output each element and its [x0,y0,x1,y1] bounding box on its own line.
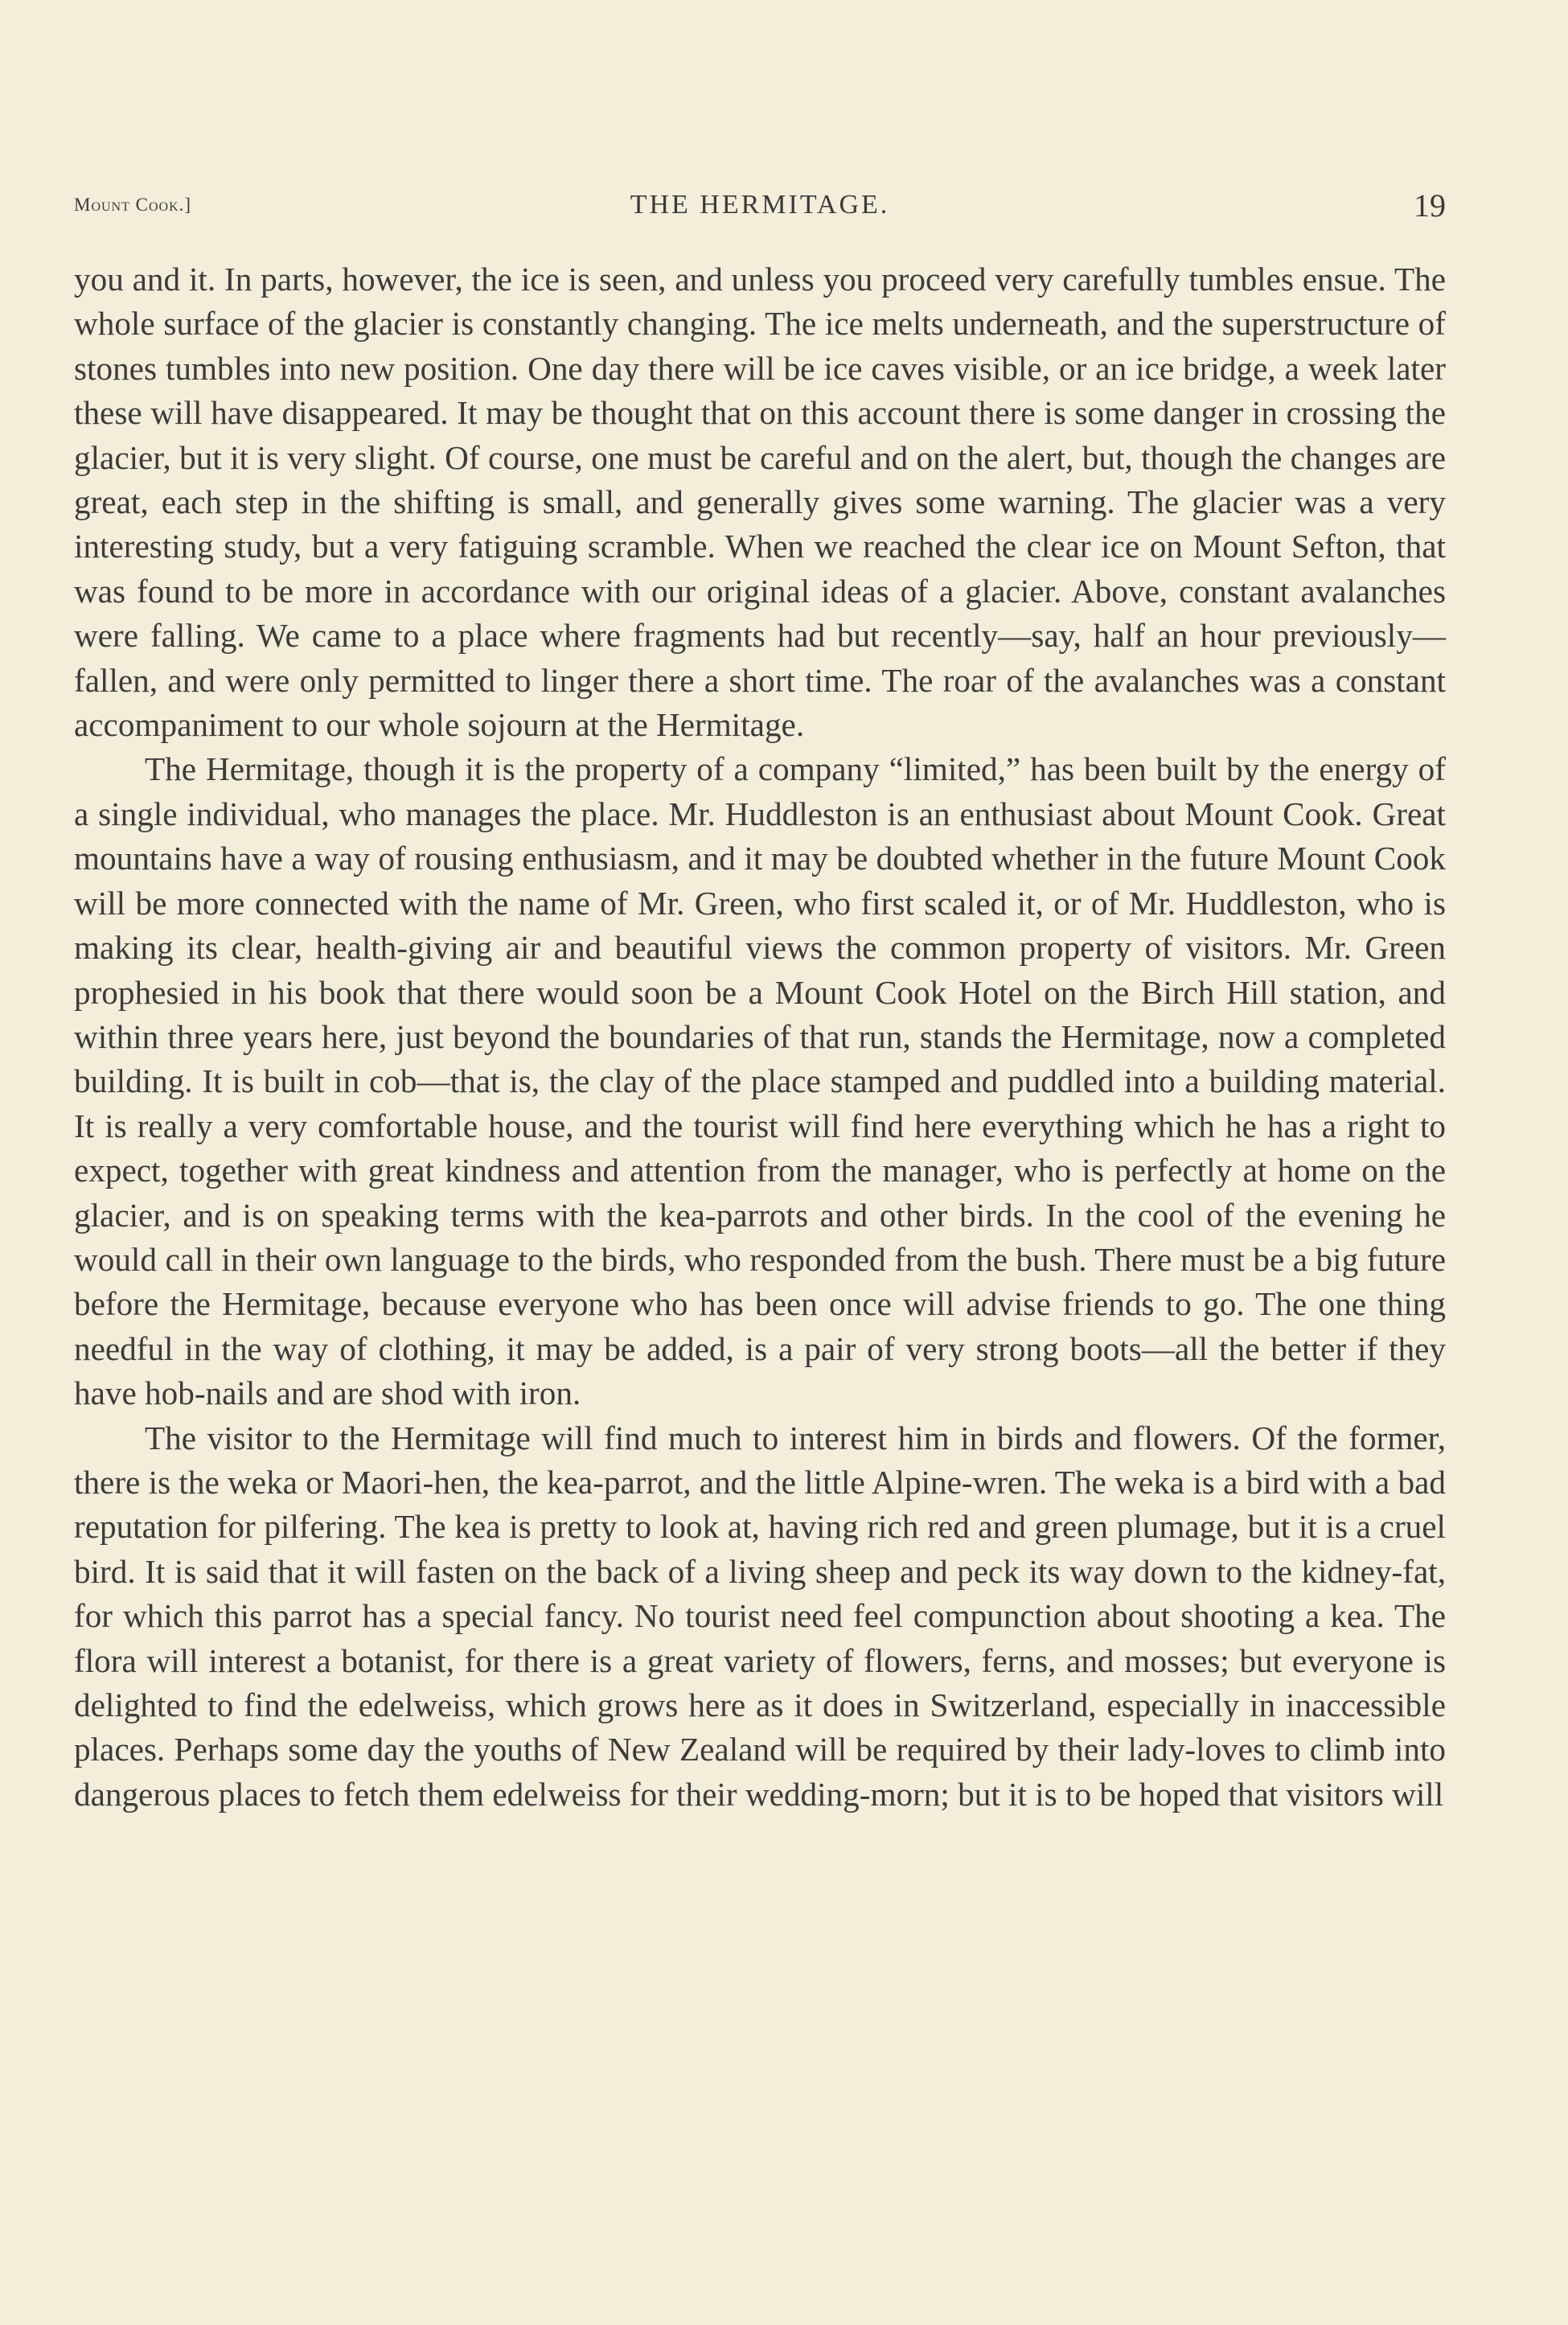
page-number: 19 [1414,187,1446,224]
page-header [74,187,1446,235]
paragraph-birds-flowers: The visitor to the Hermitage will find much to interest him in birds and flowers. Of the former, there is the weka or Maori-hen, the kea-parrot, and the little Alpine-wren. The weka is a bird with a bad reputation for pilfering. The kea is pretty to look at, having rich red and green plumage, but it is a cruel bird. It is said that it will fasten on the back of a living sheep and peck its way down to the kidney-fat, for which this parrot has a special fancy. No tourist need feel compunction about shooting a kea. The flora will interest a botanist, for there is a great variety of flowers, ferns, and mosses; but everyone is delighted to find the edelweiss, which grows here as it does in Switzerland, especially in inaccessible places. Perhaps some day the youths of New Zealand will be required by their lady-loves to climb into dangerous places to fetch them edelweiss for their wedding-morn; but it is to be hoped that visitors will [74,1419,1446,1813]
body-text [74,257,1446,1817]
paragraph-continuation: you and it. In parts, however, the ice is seen, and unless you proceed very carefully tumbles ensue. The whole surface of the glacier is constantly changing. The ice melts underneath, and the superstructure of stones tumbles into new position. One day there will be ice caves visible, or an ice bridge, a week later these will have disappeared. It may be thought that on this account there is some danger in crossing the glacier, but it is very slight. Of course, one must be careful and on the alert, but, though the changes are great, each step in the shifting is small, and generally gives some warning. The glacier was a very interesting study, but a very fatiguing scramble. When we reached the clear ice on Mount Sefton, that was found to be more in accordance with our original ideas of a glacier. Above, constant avalanches were falling. We came to a place where fragments had but recently—say, half an hour previously—fallen, and were only permitted to linger there a short time. The roar of the avalanches was a constant accompaniment to our whole sojourn at the Hermitage. [74,261,1446,744]
paragraph-hermitage: The Hermitage, though it is the property of a company “limited,” has been built by the energy of a single individual, who manages the place. Mr. Huddleston is an enthusiast about Mount Cook. Great mountains have a way of rousing enthusiasm, and it may be doubted whether in the future Mount Cook will be more connected with the name of Mr. Green, who first scaled it, or of Mr. Huddleston, who is making its clear, health-giving air and beautiful views the common property of visitors. Mr. Green prophesied in his book that there would soon be a Mount Cook Hotel on the Birch Hill station, and within three years here, just beyond the boundaries of that run, stands the Hermitage, now a completed building. It is built in cob—that is, the clay of the place stamped and puddled into a building material. It is really a very comfortable house, and the tourist will find here everything which he has a right to expect, together with great kindness and attention from the manager, who is perfectly at home on the glacier, and is on speaking terms with the kea-parrots and other birds. In the cool of the evening he would call in their own language to the birds, who responded from the bush. There must be a big future before the Hermitage, because everyone who has been once will advise friends to go. The one thing needful in the way of clothing, it may be added, is a pair of very strong boots—all the better if they have hob-nails and are shod with iron. [74,750,1446,1412]
running-head-title: THE HERMITAGE. [630,190,890,220]
running-head-left: Mount Cook.] [74,195,192,215]
